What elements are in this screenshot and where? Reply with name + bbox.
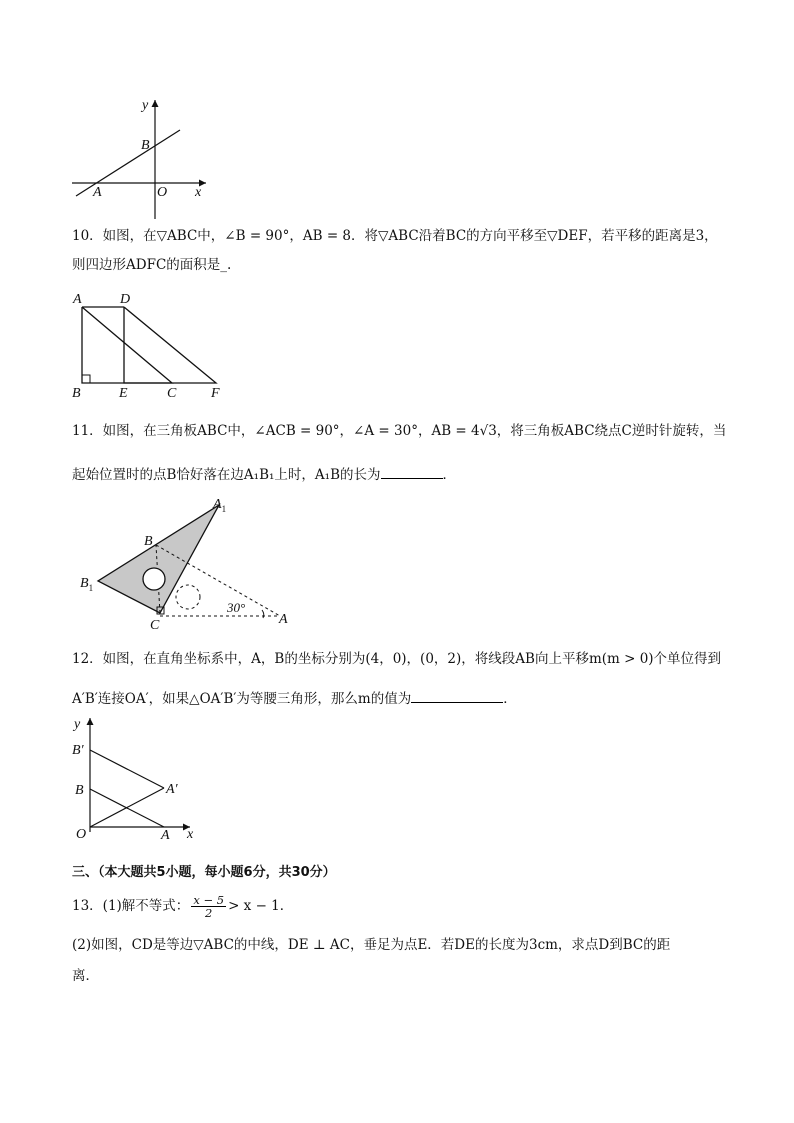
label-a1: $A_1$ <box>213 497 227 514</box>
label-y: y <box>74 717 81 732</box>
label-b: B <box>72 386 81 400</box>
q12-line2-end: ． <box>503 691 517 707</box>
figure-q10-translation <box>68 288 238 400</box>
label-y: y <box>142 98 149 113</box>
label-f: F <box>211 386 220 400</box>
hole-circle-dashed <box>176 585 200 609</box>
label-a: A <box>161 828 170 843</box>
q12-line2 <box>72 688 517 708</box>
q11-line2 <box>72 464 456 484</box>
label-d: D <box>120 292 131 307</box>
q13-part2-line2: 离． <box>72 968 99 984</box>
label-a: A <box>279 612 288 627</box>
fraction-denominator: 2 <box>205 906 213 920</box>
answer-blank[interactable] <box>381 464 443 479</box>
section-3-heading: 三、（本大题共5小题，每小题6分，共30分） <box>72 865 336 880</box>
answer-blank[interactable] <box>411 688 503 703</box>
figure-q11-rotated-set-square <box>76 495 296 633</box>
q11-line2-end: ． <box>442 467 456 483</box>
label-a: A <box>93 185 102 200</box>
q13-part1 <box>72 893 293 919</box>
triangle-def <box>124 307 216 383</box>
fraction-numerator: x − 5 <box>193 893 225 907</box>
label-c: C <box>167 386 177 400</box>
q10-line2: 则四边形ADFC的面积是_. <box>72 257 232 273</box>
hole-circle-shaded <box>143 568 165 590</box>
rotated-triangle <box>98 505 219 613</box>
label-x: x <box>195 185 202 200</box>
q11-line1: 11．如图，在三角板ABC中，∠ACB = 90°，∠A = 30°，AB = 4√3，将三角板ABC绕点C逆时针旋转，当 <box>72 423 727 439</box>
q13-part2-line1: (2)如图，CD是等边▽ABC的中线，DE ⊥ AC，垂足为点E．若DE的长度为3cm，求点D到BC的距 <box>72 937 671 953</box>
label-a: A <box>73 292 82 307</box>
figure-q9-coordinate-graph <box>68 94 218 224</box>
label-o: O <box>76 827 87 842</box>
label-b: B <box>75 783 84 798</box>
q11-line2-text: 起始位置时的点B恰好落在边A₁B₁上时，A₁B的长为 <box>72 467 381 483</box>
inequality-fraction <box>191 894 226 919</box>
q12-line1: 12．如图，在直角坐标系中，A，B的坐标分别为(4，0)，(0，2)，将线段AB向上平移m(m > 0)个单位得到 <box>72 651 722 667</box>
figure-q12-translation-graph <box>70 712 205 844</box>
label-o: O <box>157 185 168 200</box>
q10-line1: 10．如图，在▽ABC中，∠B = 90°，AB = 8．将▽ABC沿着BC的方向平移至▽DEF，若平移的距离是3， <box>72 228 718 244</box>
segment-a-prime-b-prime <box>90 750 164 788</box>
label-b-prime: B′ <box>72 743 84 758</box>
label-b: B <box>141 138 150 153</box>
triangle-abc <box>82 307 172 383</box>
label-e: E <box>119 386 128 400</box>
label-c: C <box>150 618 160 633</box>
q13-part1-prefix: 13．(1)解不等式： <box>72 898 190 914</box>
q13-part1-suffix: > x − 1． <box>228 898 294 914</box>
angle-arc <box>262 610 264 618</box>
q12-line2-text: A′B′连接OA′，如果△OA′B′为等腰三角形，那么m的值为 <box>72 691 412 707</box>
label-angle-30: 30° <box>227 600 246 615</box>
label-a-prime: A′ <box>166 782 178 797</box>
right-angle-mark <box>82 375 90 383</box>
label-x: x <box>187 827 194 842</box>
label-b: B <box>144 534 153 549</box>
label-b1: $B_1$ <box>80 576 94 593</box>
